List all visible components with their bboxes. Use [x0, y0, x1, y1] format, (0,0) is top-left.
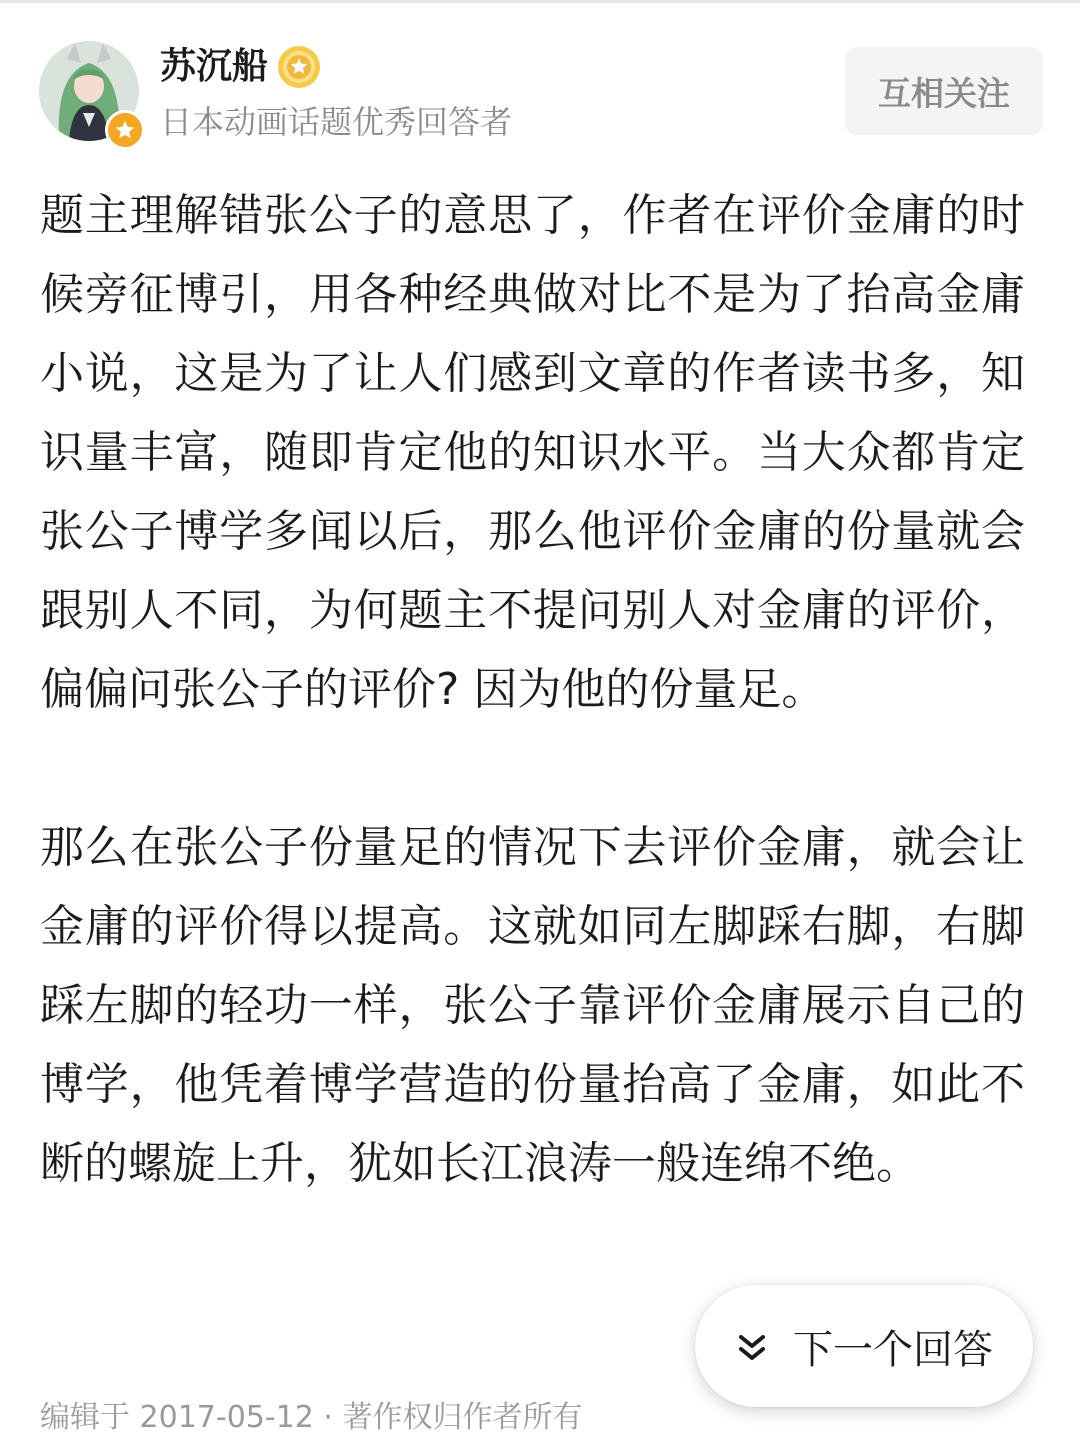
- author-title: 日本动画话题优秀回答者: [160, 103, 513, 141]
- top-divider: [0, 0, 1080, 3]
- next-answer-label: 下一个回答: [793, 1326, 993, 1373]
- excellent-answerer-medal-icon: [276, 44, 322, 90]
- author-name-row: [160, 42, 322, 92]
- answer-content: [40, 176, 1025, 1203]
- author-name[interactable]: 苏沉船: [160, 46, 269, 87]
- verified-star-badge-icon: [105, 110, 145, 150]
- answer-paragraph: 题主理解错张公子的意思了，作者在评价金庸的时候旁征博引，用各种经典做对比不是为了抬高金庸小说，这是为了让人们感到文章的作者读书多，知识量丰富，随即肯定他的知识水平。当大众都肯定张公子博学多闻以后，那么他评价金庸的份量就会跟别人不同，为何题主不提问别人对金庸的评价，偏偏问张公子的评价? 因为他的份量足。: [40, 190, 1025, 715]
- double-chevron-down-icon: [735, 1329, 769, 1363]
- answer-meta: 编辑于 2017-05-12 · 著作权归作者所有: [40, 1400, 583, 1435]
- next-answer-button[interactable]: [695, 1285, 1033, 1407]
- answer-paragraph: 那么在张公子份量足的情况下去评价金庸，就会让金庸的评价得以提高。这就如同左脚踩右脚，右脚踩左脚的轻功一样，张公子靠评价金庸展示自己的博学，他凭着博学营造的份量抬高了金庸，如此不断的螺旋上升，犹如长江浪涛一般连绵不绝。: [40, 822, 1025, 1189]
- mutual-follow-button[interactable]: 互相关注: [845, 47, 1043, 135]
